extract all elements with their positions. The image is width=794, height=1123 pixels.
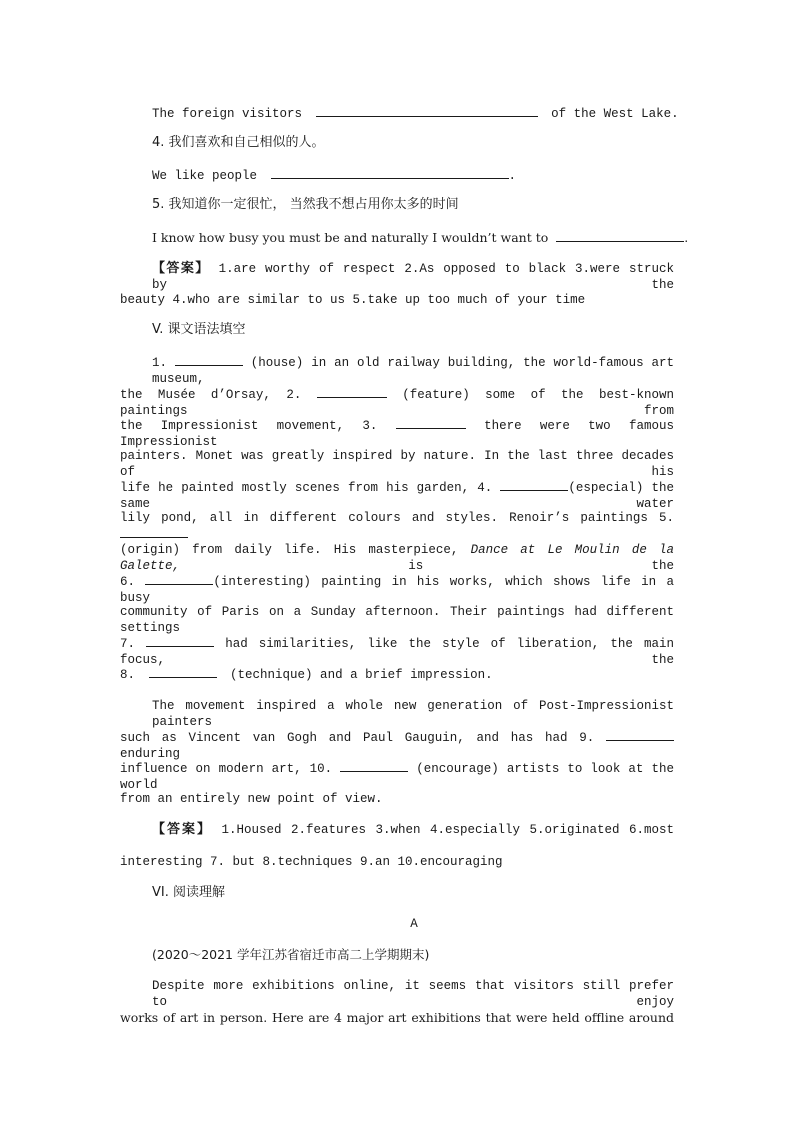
q3-text-end: of the West Lake. — [551, 107, 679, 121]
q4-text-end: . — [508, 169, 517, 183]
p2-l2-text-b: enduring — [120, 747, 181, 761]
p1-l11-text: (technique) and a brief impression. — [230, 668, 493, 682]
p1-l2-text-b: (feature) some of the best-known paintings from — [120, 388, 674, 418]
blank-2[interactable] — [317, 386, 387, 398]
p1-line2 — [120, 386, 674, 419]
q5-chinese: 5. 我知道你一定很忙， 当然我不想占用你太多的时间 — [152, 197, 459, 212]
passage-line1: Despite more exhibitions online, it seems that visitors still prefer to enjoy — [152, 979, 674, 1009]
passage-letter: A — [410, 917, 418, 931]
part3-answer-line2: beauty 4.who are similar to us 5.take up too much of your time — [120, 293, 586, 307]
p2-l3-text-b: (encourage) artists to look at the world — [120, 762, 674, 792]
blank-3[interactable] — [396, 417, 466, 429]
p1-l2-text-a: the Musée d’Orsay, 2. — [120, 388, 302, 402]
p1-l3-text-b: there were two famous Impressionist — [120, 419, 674, 449]
p2-l2-text-a: such as Vincent van Gogh and Paul Gauguin, and has had 9. — [120, 731, 595, 745]
q4-blank[interactable] — [271, 167, 509, 179]
p1-line11 — [120, 666, 493, 683]
q4-chinese: 4. 我们喜欢和自己相似的人。 — [152, 135, 325, 150]
part5-answer-line2: interesting 7. but 8.techniques 9.an 10.encouraging — [120, 855, 503, 869]
p1-line7 — [120, 542, 674, 574]
q4-text-start: We like people — [152, 169, 258, 183]
p2-line2 — [120, 729, 674, 762]
p1-l3-text-a: the Impressionist movement, 3. — [120, 419, 378, 433]
p1-l6-text: lily pond, all in different colours and styles. Renoir’s paintings 5. — [120, 511, 674, 525]
section-heading-vi: VI. 阅读理解 — [152, 885, 225, 900]
blank-6[interactable] — [145, 573, 213, 585]
passage-source: (2020～2021 学年江苏省宿迁市高二上学期期末) — [152, 947, 430, 962]
answer-label: 【答案】 — [152, 261, 210, 276]
p1-l1-text: (house) in an old railway building, the world-famous art museum, — [152, 356, 674, 386]
p1-l7-text-b: is the — [408, 559, 674, 573]
p1-l10-num: 7. — [120, 637, 136, 651]
p1-line8 — [120, 573, 674, 606]
q5-text-start: I know how busy you must be and naturally I wouldn’t want to — [152, 230, 549, 245]
blank-8[interactable] — [149, 666, 217, 678]
blank-7[interactable] — [146, 635, 214, 647]
p2-line3 — [120, 760, 674, 793]
q3-line — [152, 105, 679, 122]
p1-l8-text: (interesting) painting in his works, which shows life in a busy — [120, 575, 674, 605]
p1-l5-text-b: (especial) the same water — [120, 481, 674, 511]
p1-line1 — [152, 354, 674, 387]
q5-line — [152, 230, 688, 246]
blank-10[interactable] — [340, 760, 408, 772]
p1-line6 — [120, 510, 674, 543]
q3-blank[interactable] — [316, 105, 538, 117]
p1-l10-text: had similarities, like the style of liberation, the main focus, the — [120, 637, 674, 667]
blank-9[interactable] — [606, 729, 674, 741]
p1-line10 — [120, 635, 674, 668]
p1-l1-num: 1. — [152, 356, 168, 370]
part5-answer-line1 — [152, 822, 674, 838]
p2-l3-text-a: influence on modern art, 10. — [120, 762, 333, 776]
q4-line — [152, 167, 516, 184]
answer-text: 1.Housed 2.features 3.when 4.especially 5.originated 6.most — [221, 823, 674, 837]
p1-l11-num: 8. — [120, 668, 136, 682]
q5-text-end: . — [684, 230, 689, 245]
q5-blank[interactable] — [556, 230, 684, 242]
part3-answer-line1 — [152, 261, 674, 293]
p2-line1: The movement inspired a whole new generation of Post-Impressionist painters — [152, 699, 674, 729]
p1-l7-text-a: (origin) from daily life. His masterpiece, — [120, 543, 459, 557]
p1-line9: community of Paris on a Sunday afternoon. Their paintings had different settings — [120, 605, 674, 635]
answer-label: 【答案】 — [152, 822, 212, 837]
p1-line4: painters. Monet was greatly inspired by nature. In the last three decades of his — [120, 449, 674, 479]
section-heading-v: V. 课文语法填空 — [152, 322, 246, 337]
q3-text-start: The foreign visitors — [152, 107, 303, 121]
blank-5[interactable] — [120, 526, 188, 538]
answer-text: 1.are worthy of respect 2.As opposed to black 3.were struck by the — [152, 262, 674, 292]
p1-l8-num: 6. — [120, 575, 136, 589]
p1-line5 — [120, 479, 674, 512]
p1-l5-text-a: life he painted mostly scenes from his garden, 4. — [120, 481, 493, 495]
blank-4[interactable] — [500, 479, 568, 491]
p2-line4: from an entirely new point of view. — [120, 792, 383, 806]
passage-line2: works of art in person. Here are 4 major art exhibitions that were held offline around — [120, 1010, 674, 1025]
painting-title: Dance at Le Moulin de la Galette, — [120, 543, 674, 573]
p1-line3 — [120, 417, 674, 450]
blank-1[interactable] — [175, 354, 243, 366]
